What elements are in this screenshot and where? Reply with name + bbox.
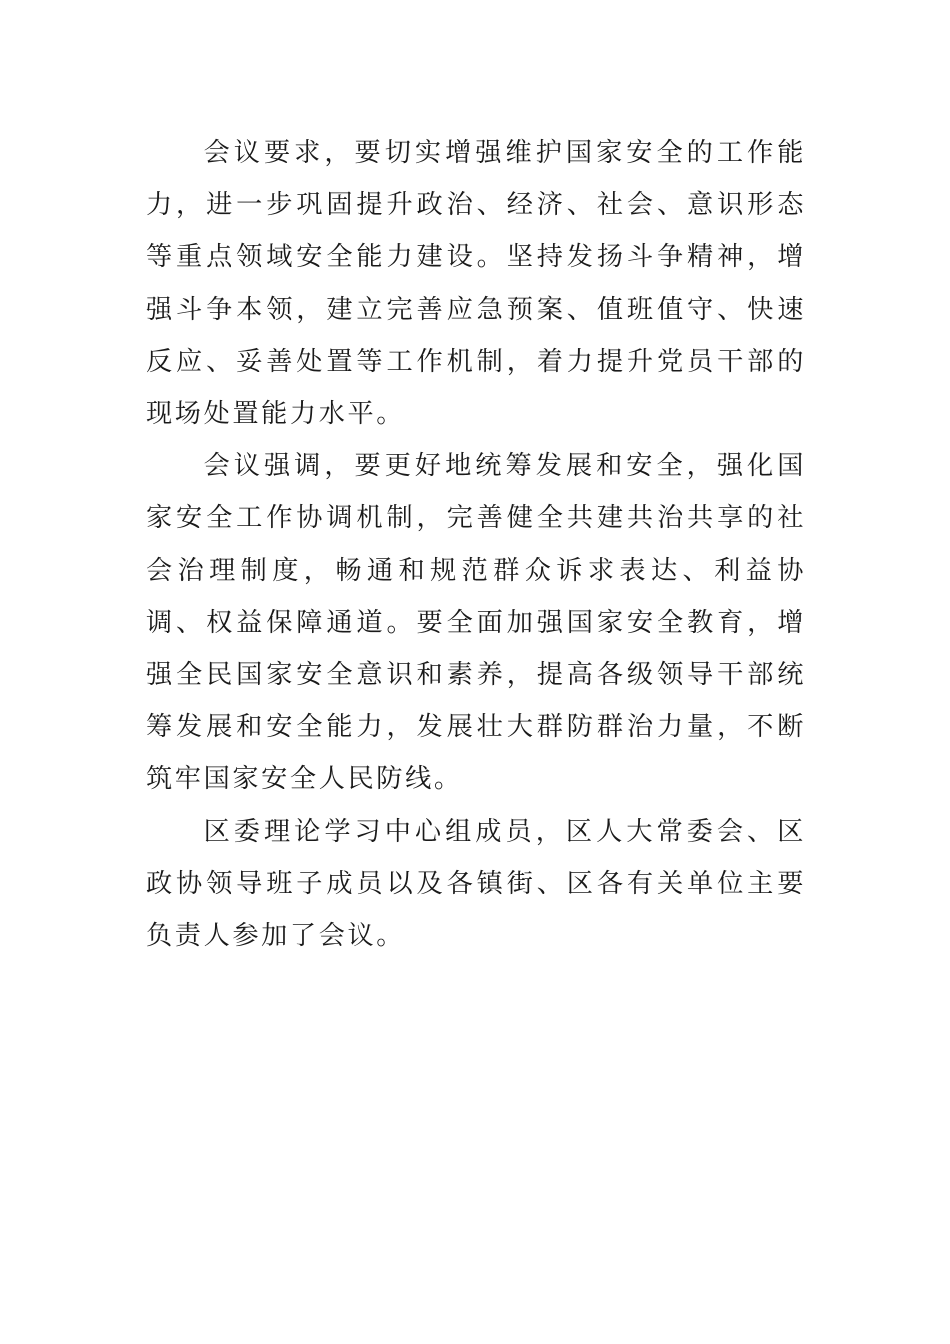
paragraph-attendees: 区委理论学习中心组成员，区人大常委会、区政协领导班子成员以及各镇街、区各有关单位主要负责人参加了会议。 bbox=[146, 816, 806, 952]
paragraph-meeting-emphasis: 会议强调，要更好地统筹发展和安全，强化国家安全工作协调机制，完善健全共建共治共享的社会治理制度，畅通和规范群众诉求表达、利益协调、权益保障通道。要全面加强国家安全教育，增强全民国家安全意识和素养，提高各级领导干部统筹发展和安全能力，发展壮大群防群治力量，不断筑牢国家安全人民防线。 bbox=[146, 451, 806, 795]
document-body bbox=[146, 127, 806, 962]
paragraph-meeting-requirements: 会议要求，要切实增强维护国家安全的工作能力，进一步巩固提升政治、经济、社会、意识形态等重点领域安全能力建设。坚持发扬斗争精神，增强斗争本领，建立完善应急预案、值班值守、快速反应、妥善处置等工作机制，着力提升党员干部的现场处置能力水平。 bbox=[146, 138, 806, 430]
